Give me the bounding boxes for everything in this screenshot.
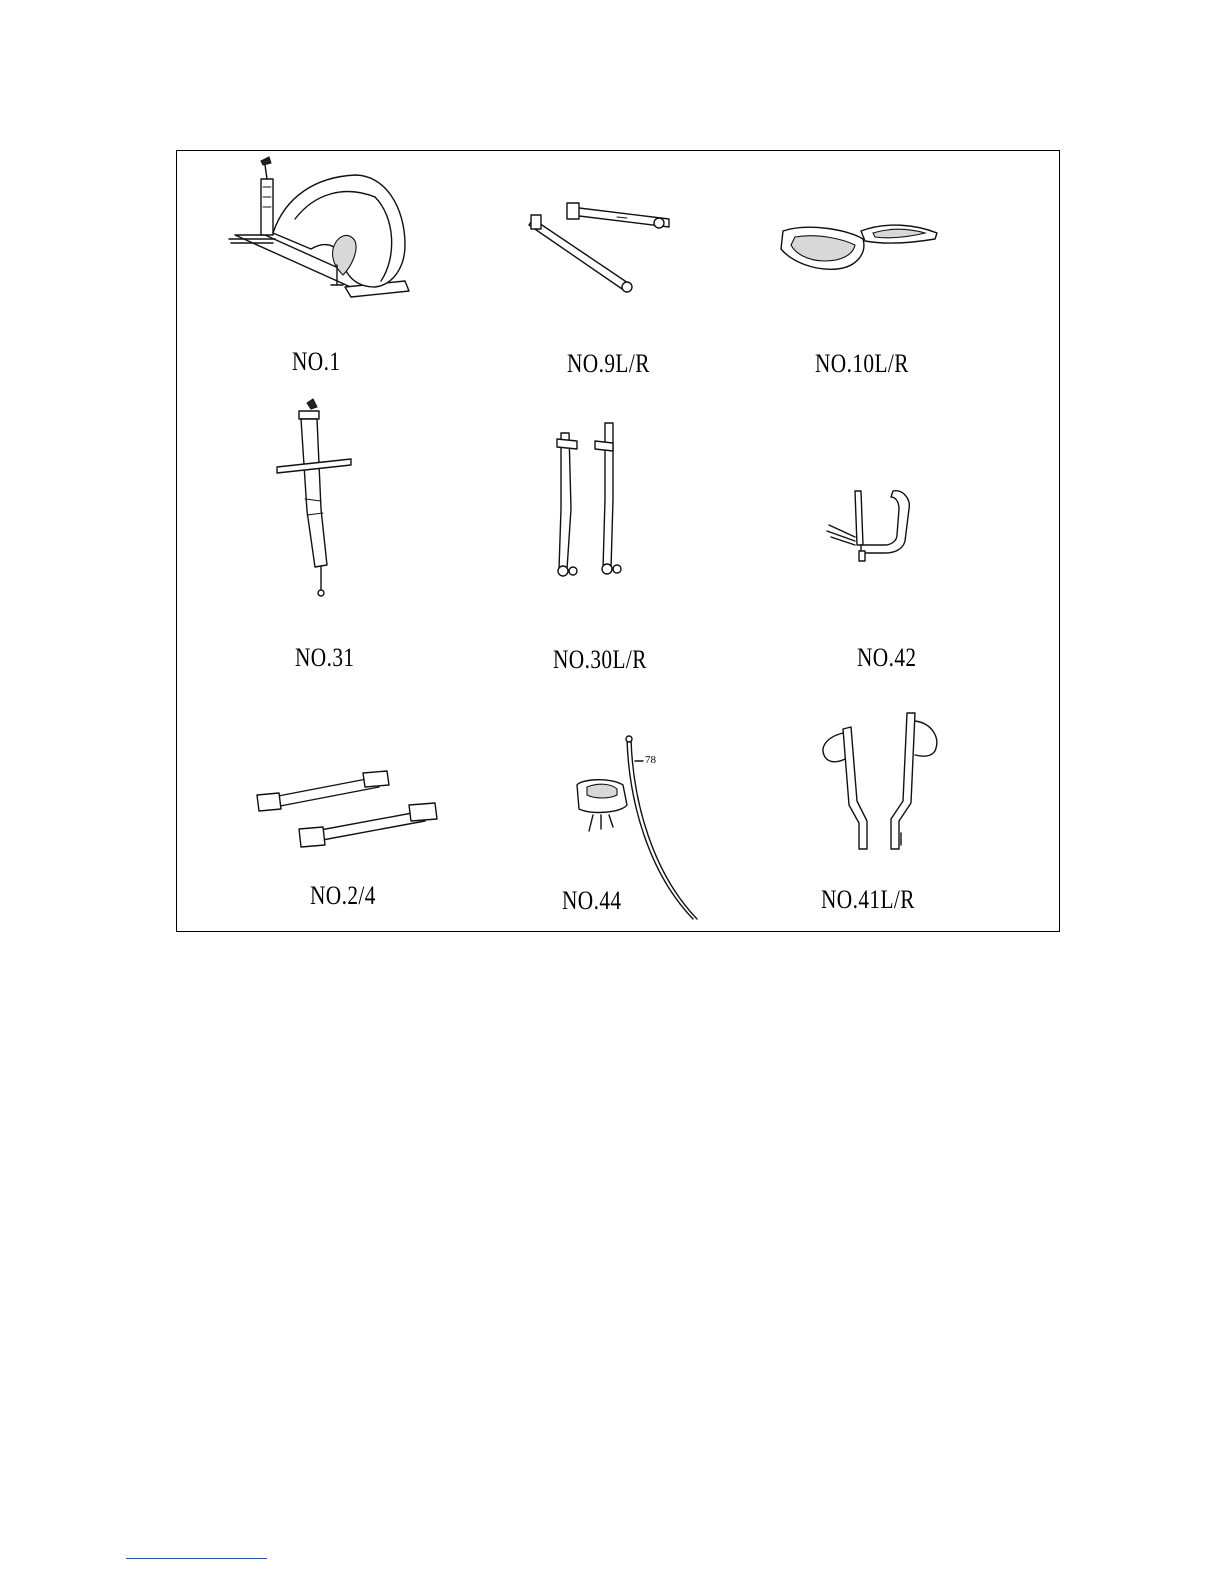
upper-handlebar-icon <box>817 711 945 851</box>
part-label-no-41lr: NO.41L/R <box>821 885 915 914</box>
parts-diagram-frame <box>176 150 1060 932</box>
pedal-arm-icon <box>527 199 677 299</box>
main-frame-icon <box>225 157 425 307</box>
part-label-no-42: NO.42 <box>857 643 917 672</box>
footer-rule <box>126 1558 267 1559</box>
part-label-no-10lr: NO.10L/R <box>815 349 909 378</box>
part-label-no-9lr: NO.9L/R <box>567 349 650 378</box>
stabilizer-icon <box>253 765 443 857</box>
part-label-no-30lr: NO.30L/R <box>553 645 647 674</box>
front-post-icon <box>271 399 361 599</box>
part-label-no-44: NO.44 <box>562 886 622 915</box>
part-label-no-2-4: NO.2/4 <box>310 881 376 910</box>
part-label-no-31: NO.31 <box>295 643 355 672</box>
part-label-no-1: NO.1 <box>292 347 341 376</box>
part-callout-78: 78 <box>645 754 656 766</box>
foot-pedal-icon <box>777 217 942 277</box>
fixed-handlebar-icon <box>825 485 925 571</box>
lower-handlebar-icon <box>547 419 627 581</box>
